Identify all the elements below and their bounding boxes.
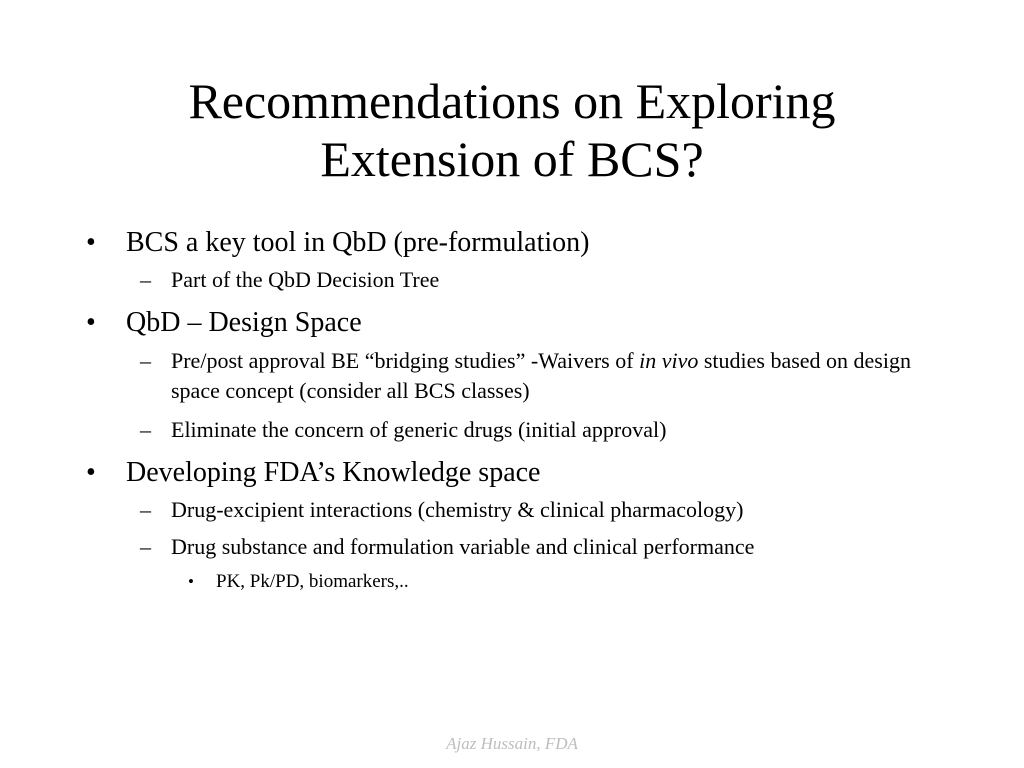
bullet-icon: • [86,307,96,338]
sub-bullet-item [0,266,961,294]
title-line-1: Recommendations on Exploring [188,73,836,129]
italic-term: in vivo [639,348,699,373]
dash-icon: – [140,267,151,292]
bullet-text: QbD – Design Space [126,307,362,338]
bullet-item [0,456,966,490]
bullet-icon: • [86,227,96,258]
sub-sub-bullet-text: PK, Pk/PD, biomarkers,.. [216,571,409,592]
slide-title [60,72,964,188]
sub-bullet-item [0,416,961,444]
dash-icon: – [140,417,151,442]
bullet-icon: • [188,572,194,591]
sub-bullet-text [171,348,911,403]
sub-bullet-item [0,346,961,406]
bullet-text: Developing FDA’s Knowledge space [126,457,541,488]
dash-icon: – [140,497,151,522]
sub-bullet-text: Drug substance and formulation variable and clinical performance [171,534,755,559]
sub-bullet-text: Part of the QbD Decision Tree [171,267,440,292]
slide-body [0,226,1024,595]
footer-author: Ajaz Hussain, FDA [446,734,578,753]
dash-icon: – [140,348,151,373]
sub-sub-bullet-item [0,569,976,595]
title-line-2: Extension of BCS? [320,131,704,187]
sub-bullet-item [0,533,961,561]
bullet-item [0,306,966,340]
sub-bullet-text-part: Pre/post approval BE “bridging studies” -Waivers of [171,348,640,373]
bullet-icon: • [86,457,96,488]
sub-bullet-text: Eliminate the concern of generic drugs (initial approval) [171,417,667,442]
sub-bullet-text: Drug-excipient interactions (chemistry & clinical pharmacology) [171,497,744,522]
sub-bullet-text-part: studies based on design space concept (consider all BCS classes) [171,348,911,403]
sub-bullet-item [0,496,961,524]
dash-icon: – [140,534,151,559]
bullet-text: BCS a key tool in QbD (pre-formulation) [126,227,590,258]
bullet-item [0,226,966,260]
